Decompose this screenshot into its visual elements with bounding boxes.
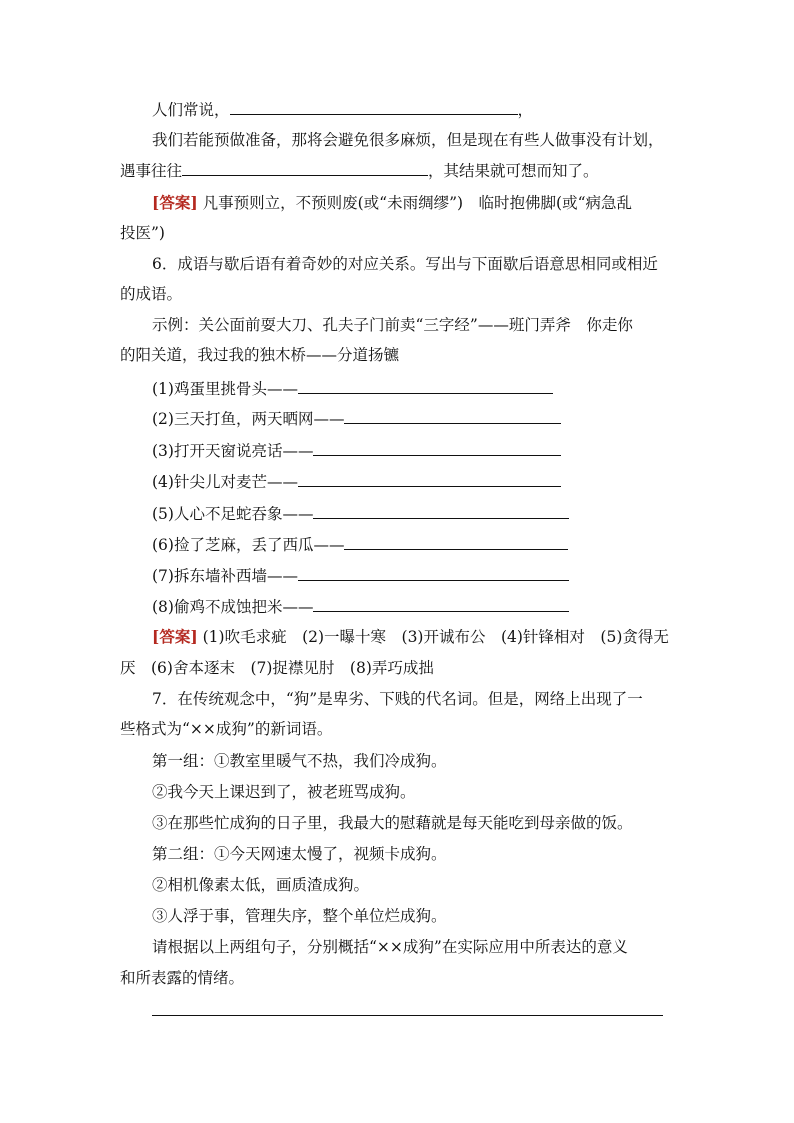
q7-stem-line-1: 7．在传统观念中，“狗”是卑劣、下贱的代名词。但是，网络上出现了一 <box>152 690 643 708</box>
q6-item-4-text: (4)针尖儿对麦芒—— <box>152 473 298 491</box>
q6-item-8-blank[interactable] <box>313 596 569 612</box>
q6-answer-text-1: (1)吹毛求疵 (2)一曝十寒 (3)开诚布公 (4)针锋相对 (5)贪得无 <box>202 628 669 646</box>
q5-blank-2[interactable] <box>182 160 428 176</box>
q7-group1-sentence-1: 第一组：①教室里暖气不热，我们冷成狗。 <box>152 752 447 770</box>
q6-stem-line-1: 6．成语与歇后语有着奇妙的对应关系。写出与下面歇后语意思相同或相近 <box>152 255 658 273</box>
q6-item-1-text: (1)鸡蛋里挑骨头—— <box>152 380 298 398</box>
q5-line-2: 我们若能预做准备，那将会避免很多麻烦，但是现在有些人做事没有计划， <box>152 131 664 149</box>
q6-stem-line-2: 的成语。 <box>120 285 183 303</box>
q5-answer-text-1: 凡事预则立，不预则废(或“未雨绸缪”) 临时抱佛脚(或“病急乱 <box>202 194 633 212</box>
q7-answer-blank[interactable] <box>152 1015 663 1016</box>
q6-item-3-blank[interactable] <box>313 440 561 456</box>
q6-item-7-text: (7)拆东墙补西墙—— <box>152 567 298 585</box>
q5-line-3-suffix: ，其结果就可想而知了。 <box>428 162 599 180</box>
q7-group2-sentence-3: ③人浮于事，管理失序，整个单位烂成狗。 <box>152 907 447 925</box>
q5-line-1-suffix: ， <box>517 101 534 119</box>
q5-blank-1[interactable] <box>230 99 518 115</box>
q6-item-5-text: (5)人心不足蛇吞象—— <box>152 505 314 523</box>
q6-item-2-text: (2)三天打鱼，两天晒网—— <box>152 410 345 428</box>
q6-item-5-blank[interactable] <box>313 503 569 519</box>
q6-item-8 <box>152 596 712 617</box>
q5-answer-tag: [答案] <box>152 193 198 212</box>
q6-example-line-2: 的阳关道，我过我的独木桥——分道扬镳 <box>120 346 400 364</box>
q6-answer-line-1 <box>152 627 712 647</box>
q7-stem-line-2: 些格式为“××成狗”的新词语。 <box>120 720 333 738</box>
q6-item-4 <box>152 471 712 492</box>
q6-item-2-blank[interactable] <box>344 408 561 424</box>
q7-group2-sentence-2: ②相机像素太低，画质渣成狗。 <box>152 876 370 894</box>
q7-ask-line-1: 请根据以上两组句子，分别概括“××成狗”在实际应用中所表达的意义 <box>152 938 628 956</box>
q7-group2-sentence-1: 第二组：①今天网速太慢了，视频卡成狗。 <box>152 845 447 863</box>
q5-answer-line-1 <box>152 193 712 213</box>
q6-item-4-blank[interactable] <box>298 471 561 487</box>
q5-line-3 <box>120 160 680 181</box>
q6-item-3 <box>152 440 712 461</box>
q7-group1-sentence-2: ②我今天上课迟到了，被老班骂成狗。 <box>152 783 416 801</box>
q6-answer-line-2: 厌 (6)舍本逐末 (7)捉襟见肘 (8)弄巧成拙 <box>120 659 434 677</box>
q5-line-3-prefix: 遇事往往 <box>120 162 183 180</box>
q6-item-6-text: (6)捡了芝麻，丢了西瓜—— <box>152 536 345 554</box>
q6-item-6 <box>152 534 712 555</box>
q6-item-7-blank[interactable] <box>298 565 569 581</box>
q6-item-1-blank[interactable] <box>298 378 553 394</box>
q5-line-1-prefix: 人们常说， <box>152 101 230 119</box>
q6-item-5 <box>152 503 712 524</box>
q6-example-line-1: 示例：关公面前耍大刀、孔夫子门前卖“三字经”——班门弄斧 你走你 <box>152 316 633 334</box>
q6-answer-tag: [答案] <box>152 627 198 646</box>
q7-ask-line-2: 和所表露的情绪。 <box>120 969 245 987</box>
q6-item-3-text: (3)打开天窗说亮话—— <box>152 442 314 460</box>
q6-item-8-text: (8)偷鸡不成蚀把米—— <box>152 598 314 616</box>
q7-group1-sentence-3: ③在那些忙成狗的日子里，我最大的慰藉就是每天能吃到母亲做的饭。 <box>152 814 633 832</box>
q6-item-7 <box>152 565 712 586</box>
q6-item-1 <box>152 378 712 399</box>
q5-answer-line-2: 投医”) <box>120 224 165 242</box>
q6-item-6-blank[interactable] <box>344 534 568 550</box>
q5-line-1 <box>152 99 712 120</box>
q6-item-2 <box>152 408 712 429</box>
